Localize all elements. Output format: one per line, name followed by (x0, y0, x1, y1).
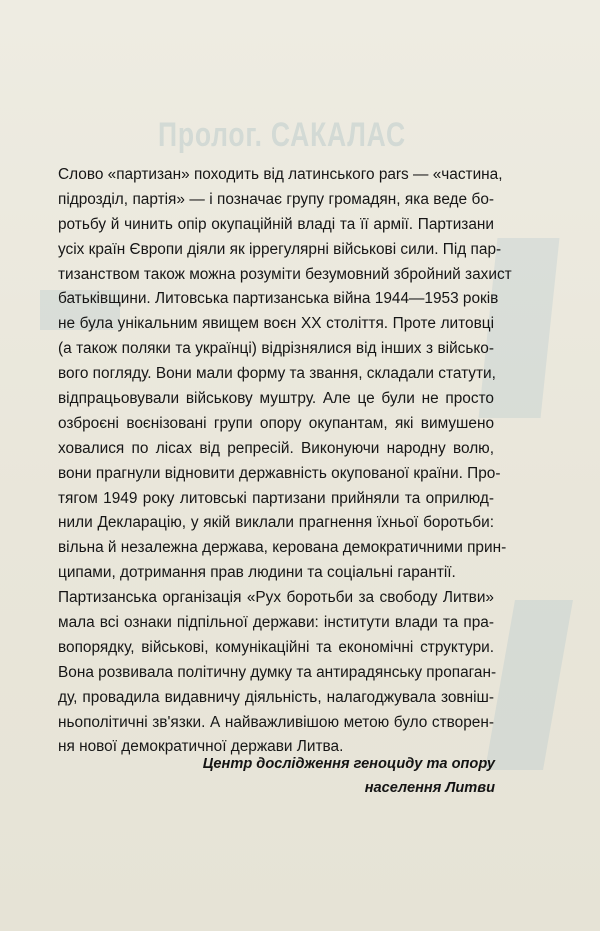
text-line: ньополітичні зв'язки. А найважливішою метою було створен- (58, 713, 494, 731)
text-line: Партизанська організація «Рух боротьби за свободу Литви» (58, 589, 494, 607)
bleed-through-shape (485, 600, 573, 770)
text-line: усіх країн Європи діяли як іррегулярні військові сили. Під пар- (58, 240, 502, 258)
text-line: вого погляду. Вони мали форму та звання, складали статути, (58, 365, 496, 383)
text-line: підрозділ, партія» — і позначає групу громадян, яка веде бо- (58, 190, 494, 208)
text-line: ротьбу й чинить опір окупаційній владі та її армії. Партизани (58, 215, 494, 233)
text-line: ховалися по лісах від репресій. Виконуючи народну волю, (58, 439, 494, 457)
text-line: нили Декларацію, у якій виклали прагнення їхньої боротьби: (58, 514, 494, 532)
bleed-through-title: Пролог. САКАЛАС (158, 116, 406, 154)
text-line: тягом 1949 року литовські партизани прийняли та оприлюд- (58, 489, 494, 507)
text-line: ципами, дотримання прав людини та соціальні гарантії. (58, 564, 456, 582)
text-line: Вона розвивала політичну думку та антирадянську пропаган- (58, 663, 497, 681)
text-line: ня нової демократичної держави Литва. (58, 738, 344, 756)
text-line: мала всі ознаки підпільної держави: інститути влади та пра- (58, 614, 494, 632)
attribution-line: населення Литви (364, 780, 495, 796)
text-line: тизанством також можна розуміти безумовний збройний захист (58, 265, 512, 283)
attribution-line: Центр дослідження геноциду та опору (202, 756, 495, 772)
text-line: Слово «партизан» походить від латинського pars — «частина, (58, 166, 503, 183)
text-line: не була унікальним явищем воєн XX століття. Проте литовці (58, 315, 494, 333)
text-line: батьківщини. Литовська партизанська війна 1944—1953 років (58, 290, 499, 308)
text-line: ду, провадила видавничу діяльність, налагоджувала зовніш- (58, 688, 494, 706)
text-line: вільна й незалежна держава, керована демократичними прин- (58, 539, 507, 557)
text-line: вопорядку, військові, комунікаційні та економічні структури. (58, 638, 494, 656)
text-line: відпрацьовували військову муштру. Але це були не просто (58, 390, 494, 408)
text-line: озброєні воєнізовані групи опору окупантам, які вимушено (58, 414, 494, 432)
text-line: (а також поляки та українці) відрізнялися від інших з військо- (58, 340, 494, 358)
body-paragraph (58, 163, 512, 760)
text-line: вони прагнули відновити державність окупованої країни. Про- (58, 464, 501, 482)
